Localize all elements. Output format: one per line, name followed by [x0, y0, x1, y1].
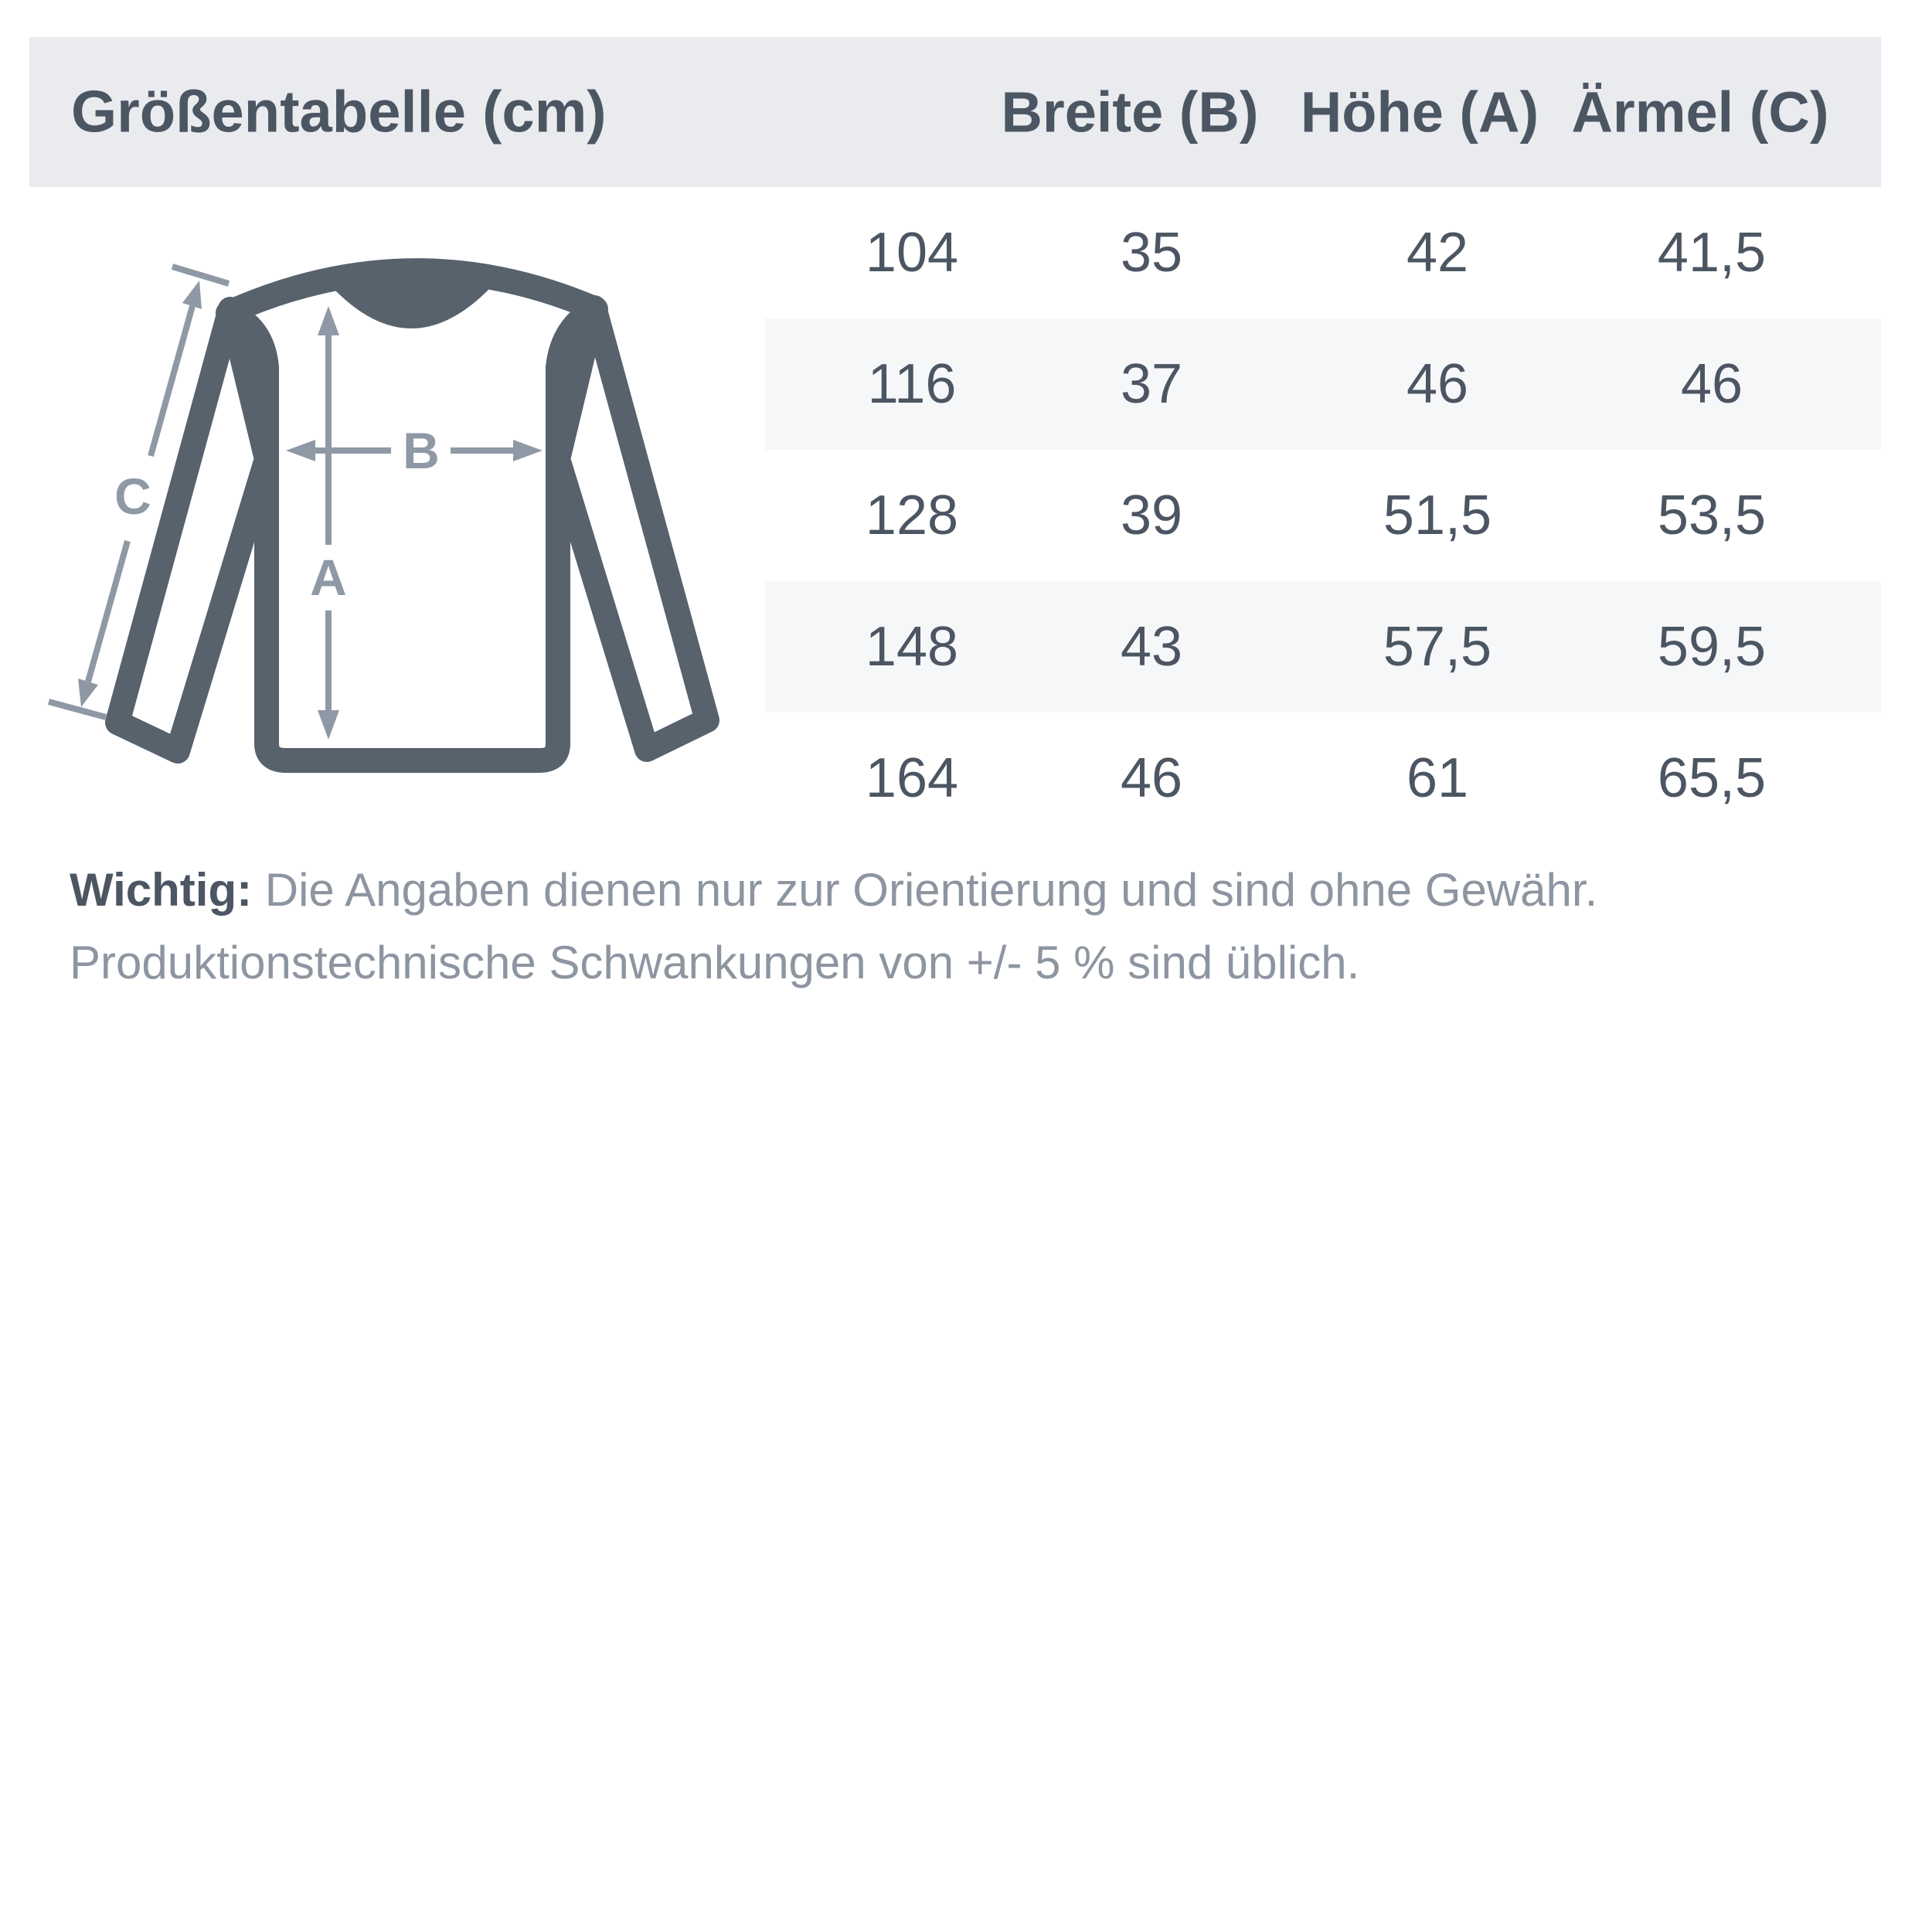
cell-size: 128	[865, 485, 959, 546]
column-header-aermel: Ärmel (C)	[1571, 80, 1829, 145]
note-line-2: Produktionstechnische Schwankungen von +/- 5 % sind üblich.	[70, 937, 1360, 988]
arrowhead-c-down	[78, 679, 98, 707]
cell-aermel: 53,5	[1657, 485, 1767, 546]
page-title: Größentabelle (cm)	[71, 79, 607, 145]
cell-hoehe: 61	[1406, 747, 1469, 809]
table-row	[765, 581, 1881, 713]
note-bold-prefix: Wichtig:	[70, 864, 253, 916]
cell-breite: 39	[1120, 485, 1183, 546]
cell-breite: 43	[1120, 616, 1183, 678]
cell-aermel: 65,5	[1657, 747, 1767, 809]
shirt-left-sleeve	[117, 309, 267, 751]
cell-hoehe: 57,5	[1383, 616, 1492, 678]
cell-breite: 37	[1120, 353, 1183, 415]
cell-hoehe: 51,5	[1383, 485, 1492, 546]
shirt-body	[228, 270, 596, 760]
dimension-c-tick-bottom	[49, 702, 106, 717]
disclaimer-note	[70, 854, 1597, 999]
cell-size: 148	[865, 616, 959, 678]
table-row	[765, 450, 1881, 581]
cell-aermel: 46	[1680, 353, 1743, 415]
note-line-1-text: Die Angaben dienen nur zur Orientierung und sind ohne Gewähr.	[252, 864, 1598, 916]
column-header-breite: Breite (B)	[1001, 80, 1259, 145]
dimension-c-tick-top	[172, 267, 229, 284]
cell-size: 104	[865, 222, 959, 284]
table-row	[765, 187, 1881, 318]
shirt-measurement-diagram	[23, 193, 781, 827]
dimension-label-b: B	[403, 422, 440, 479]
cell-aermel: 59,5	[1657, 616, 1767, 678]
table-row	[765, 713, 1881, 844]
column-header-hoehe: Höhe (A)	[1300, 80, 1539, 145]
dimension-label-a: A	[310, 549, 347, 606]
note-line-1	[70, 854, 1597, 927]
cell-breite: 35	[1120, 222, 1183, 284]
cell-hoehe: 42	[1406, 222, 1469, 284]
cell-aermel: 41,5	[1657, 222, 1767, 284]
table-header-band	[29, 37, 1881, 187]
table-row	[765, 318, 1881, 450]
cell-size: 116	[867, 353, 957, 415]
cell-breite: 46	[1120, 747, 1183, 809]
shirt-right-sleeve	[558, 308, 707, 750]
arrowhead-c-up	[182, 281, 202, 309]
cell-hoehe: 46	[1406, 353, 1469, 415]
cell-size: 164	[865, 747, 959, 809]
dimension-label-c: C	[114, 468, 151, 525]
